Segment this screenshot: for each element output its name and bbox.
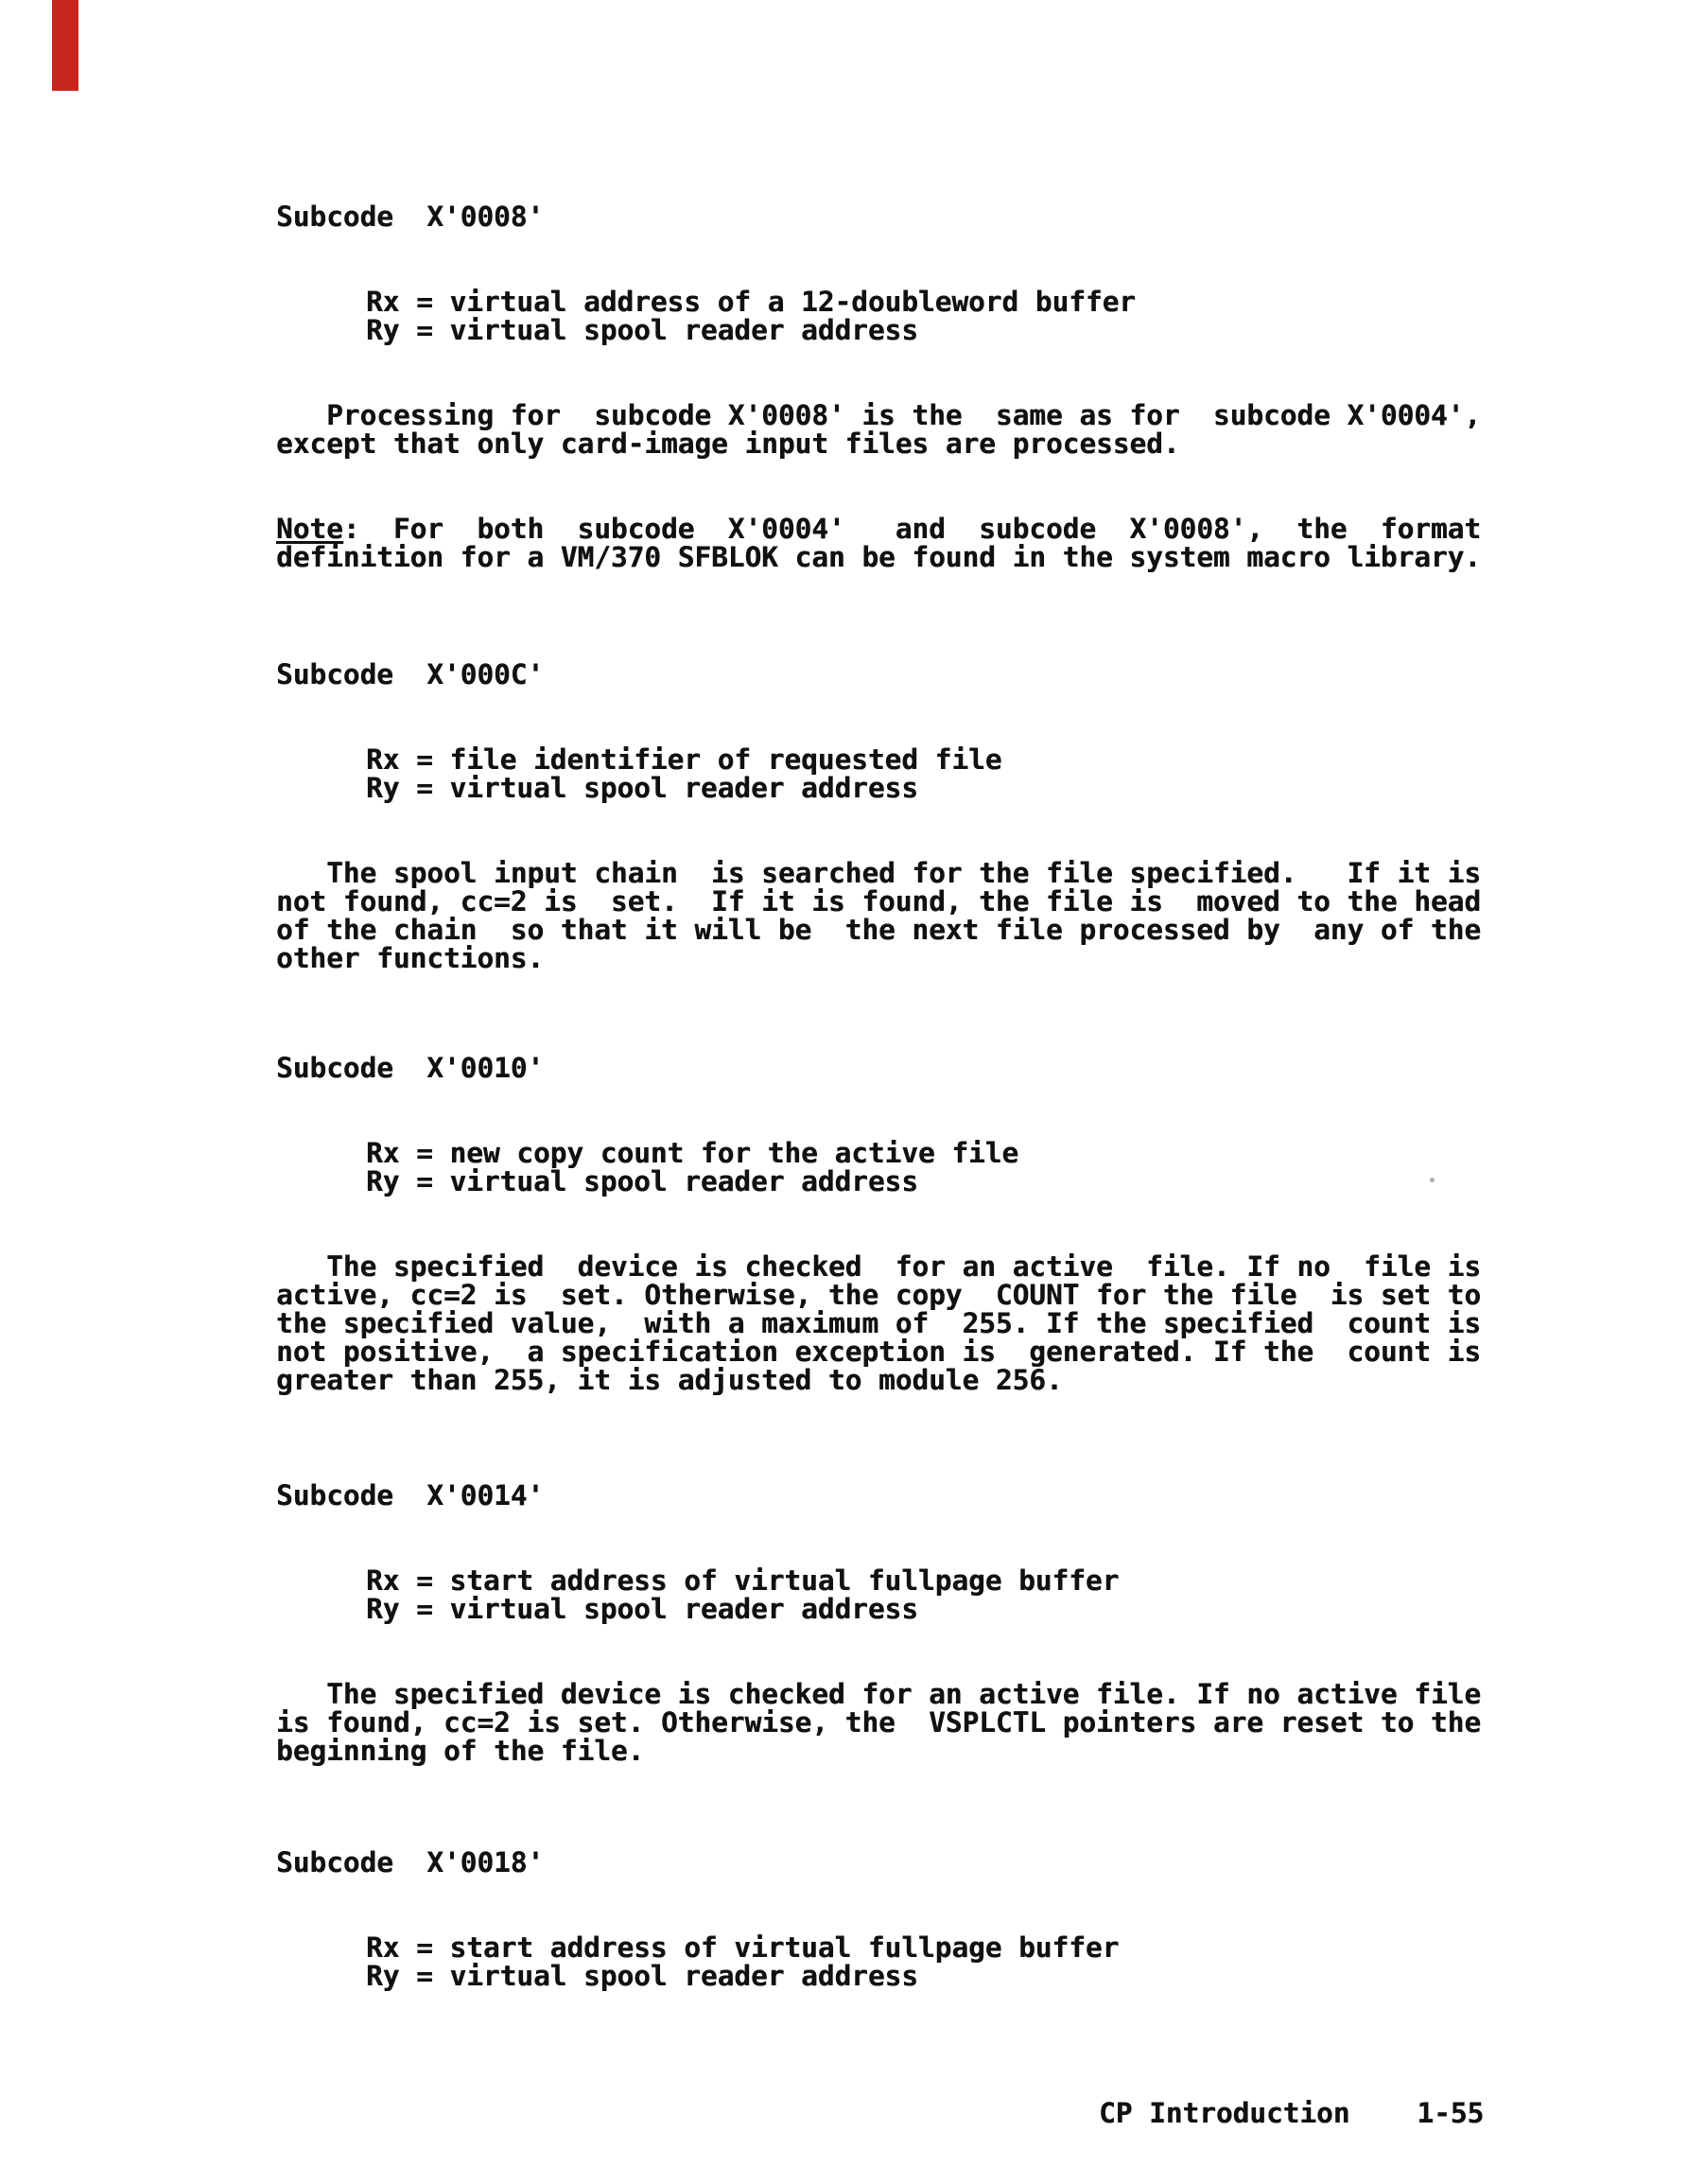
- footer-page-number: 1-55: [1417, 2097, 1485, 2129]
- paragraph-line: not positive, a specification exception is generated. If the count is: [276, 1336, 1482, 1368]
- paragraph-line: The specified device is checked for an active file. If no file is: [276, 1250, 1482, 1283]
- paragraph-line: The spool input chain is searched for the file specified. If it is: [276, 857, 1482, 889]
- paragraph-line: of the chain so that it will be the next file processed by any of the: [276, 914, 1482, 946]
- register-ry: Ry = virtual spool reader address: [366, 1165, 918, 1197]
- paragraph-line: greater than 255, it is adjusted to module 256.: [276, 1364, 1063, 1396]
- paragraph-line: the specified value, with a maximum of 255. If the specified count is: [276, 1307, 1482, 1339]
- section-heading: Subcode X'0010': [276, 1052, 545, 1084]
- page-footer: [1099, 2099, 1484, 2127]
- section-heading: Subcode X'0014': [276, 1479, 545, 1511]
- paragraph-line: Processing for subcode X'0008' is the same as for subcode X'0004',: [276, 399, 1482, 431]
- section-heading: Subcode X'000C': [276, 658, 545, 690]
- note-line: [276, 515, 1524, 543]
- ink-speck: [1430, 1178, 1435, 1182]
- register-rx: Rx = new copy count for the active file: [366, 1137, 1019, 1169]
- note-text: : For both subcode X'0004' and subcode X'0008', the format: [342, 513, 1482, 545]
- register-rx: Rx = start address of virtual fullpage buffer: [366, 1564, 1120, 1597]
- register-ry: Ry = virtual spool reader address: [366, 314, 918, 346]
- paragraph-line: except that only card-image input files are processed.: [276, 428, 1180, 460]
- paragraph-line: other functions.: [276, 942, 545, 974]
- section-heading: Subcode X'0008': [276, 201, 545, 233]
- register-ry: Ry = virtual spool reader address: [366, 772, 918, 804]
- red-edge-mark: [52, 0, 78, 91]
- register-ry: Ry = virtual spool reader address: [366, 1960, 918, 1992]
- paragraph-line: active, cc=2 is set. Otherwise, the copy COUNT for the file is set to: [276, 1279, 1482, 1311]
- note-line: definition for a VM/370 SFBLOK can be found in the system macro library.: [276, 541, 1482, 573]
- section-subcode-0008: [276, 202, 1524, 571]
- paragraph-line: beginning of the file.: [276, 1735, 645, 1767]
- section-subcode-0018: [276, 1848, 1524, 1990]
- register-rx: Rx = virtual address of a 12-doubleword buffer: [366, 286, 1136, 318]
- paragraph-line: is found, cc=2 is set. Otherwise, the VSPLCTL pointers are reset to the: [276, 1706, 1482, 1738]
- paragraph-line: not found, cc=2 is set. If it is found, the file is moved to the head: [276, 885, 1482, 917]
- section-heading: Subcode X'0018': [276, 1846, 545, 1878]
- register-rx: Rx = file identifier of requested file: [366, 743, 1002, 776]
- section-subcode-0014: [276, 1481, 1524, 1765]
- register-ry: Ry = virtual spool reader address: [366, 1593, 918, 1625]
- register-rx: Rx = start address of virtual fullpage buffer: [366, 1931, 1120, 1964]
- paragraph-line: The specified device is checked for an active file. If no active file: [276, 1678, 1482, 1710]
- note-label: Note: [276, 513, 343, 545]
- section-subcode-0010: [276, 1054, 1524, 1394]
- section-subcode-000c: [276, 660, 1524, 972]
- footer-section-title: CP Introduction: [1099, 2097, 1350, 2129]
